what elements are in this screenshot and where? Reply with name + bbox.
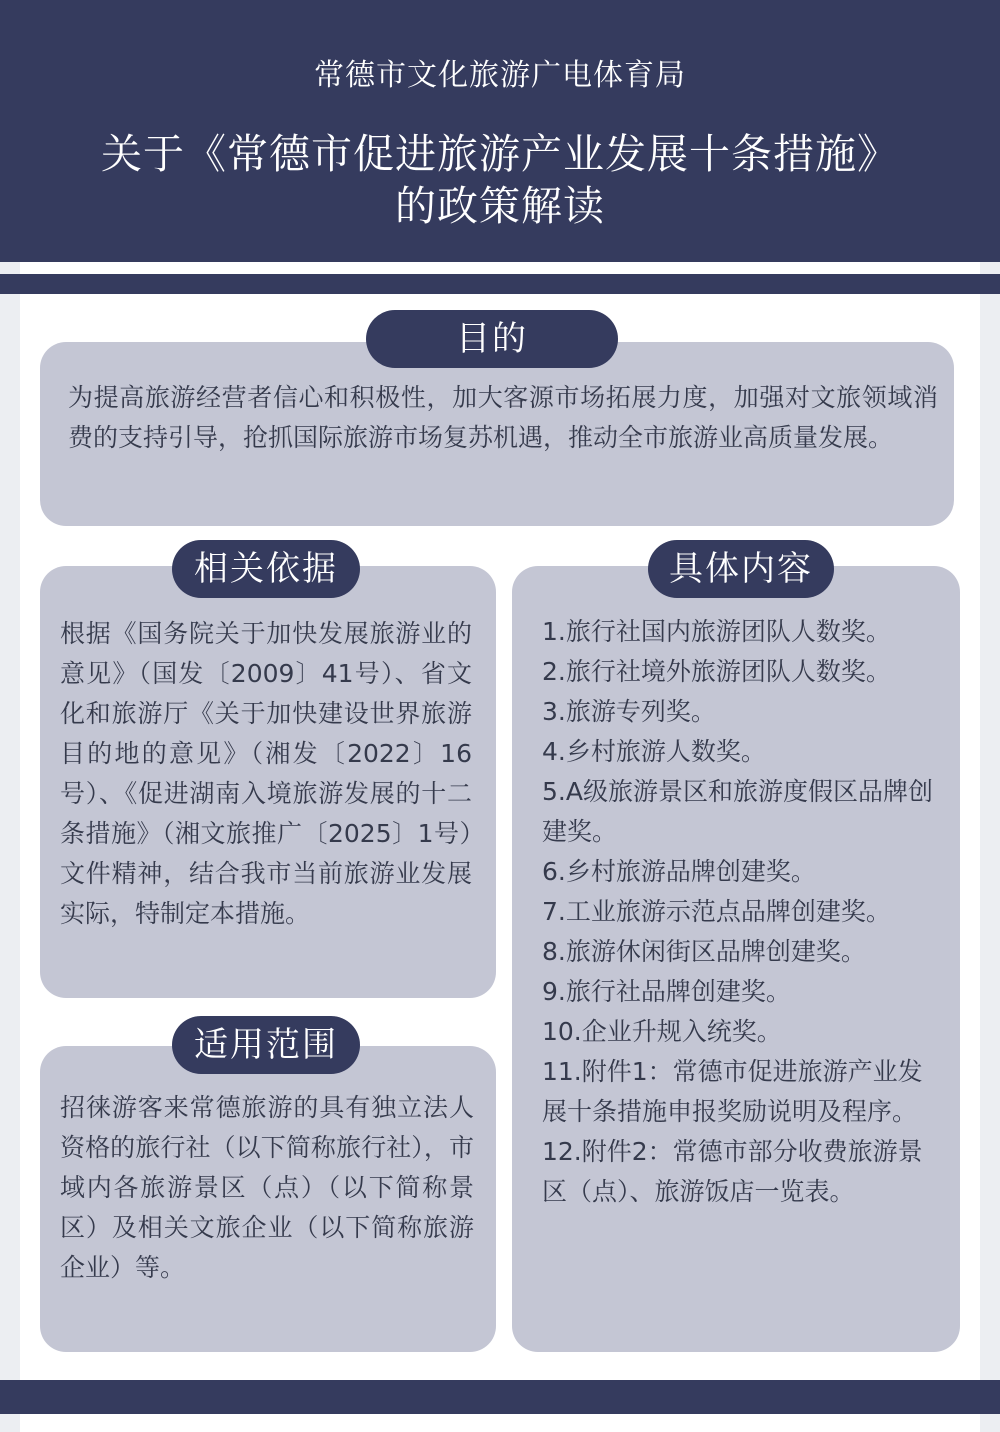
list-item: 4.乡村旅游人数奖。 xyxy=(542,737,766,766)
content-heading: 具体内容 xyxy=(648,540,834,598)
header-banner xyxy=(0,0,1000,262)
list-item: 11.附件1：常德市促进旅游产业发展十条措施申报奖励说明及程序。 xyxy=(542,1057,923,1126)
basis-heading: 相关依据 xyxy=(172,540,360,598)
scope-text: 招徕游客来常德旅游的具有独立法人资格的旅行社（以下简称旅行社），市域内各旅游景区（点）（以下简称景区）及相关文旅企业（以下简称旅游企业）等。 xyxy=(60,1093,474,1282)
organization-name: 常德市文化旅游广电体育局 xyxy=(314,58,686,93)
list-item: 3.旅游专列奖。 xyxy=(542,697,716,726)
basis-text: 根据《国务院关于加快发展旅游业的意见》（国发〔2009〕41号）、省文化和旅游厅《关于加快建设世界旅游目的地的意见》（湘发〔2022〕16号）、《促进湖南入境旅游发展的十二条措施》（湘文旅推广〔2025〕1号）文件精神，结合我市当前旅游业发展实际，特制定本措施。 xyxy=(60,619,472,928)
list-item: 5.A级旅游景区和旅游度假区品牌创建奖。 xyxy=(542,777,933,846)
footer-bar xyxy=(0,1380,1000,1414)
scope-card xyxy=(40,1046,496,1352)
list-item: 6.乡村旅游品牌创建奖。 xyxy=(542,857,816,886)
page-title xyxy=(0,128,1000,232)
basis-card xyxy=(40,566,496,998)
list-item: 1.旅行社国内旅游团队人数奖。 xyxy=(542,617,891,646)
list-item: 10.企业升规入统奖。 xyxy=(542,1017,782,1046)
list-item: 9.旅行社品牌创建奖。 xyxy=(542,977,791,1006)
list-item: 7.工业旅游示范点品牌创建奖。 xyxy=(542,897,891,926)
list-item: 2.旅行社境外旅游团队人数奖。 xyxy=(542,657,891,686)
purpose-heading: 目的 xyxy=(366,310,618,368)
purpose-text: 为提高旅游经营者信心和积极性，加大客源市场拓展力度，加强对文旅领域消费的支持引导，抢抓国际旅游市场复苏机遇，推动全市旅游业高质量发展。 xyxy=(68,383,938,452)
title-line-1: 关于《常德市促进旅游产业发展十条措施》 xyxy=(101,130,899,178)
list-item: 8.旅游休闲街区品牌创建奖。 xyxy=(542,937,866,966)
header-divider-stripe xyxy=(0,274,1000,294)
scope-heading: 适用范围 xyxy=(172,1016,360,1074)
content-card xyxy=(512,566,960,1352)
content-list xyxy=(542,612,938,1212)
list-item: 12.附件2：常德市部分收费旅游景区（点）、旅游饭店一览表。 xyxy=(542,1137,923,1206)
title-line-2: 的政策解读 xyxy=(395,182,605,230)
purpose-card xyxy=(40,342,954,526)
